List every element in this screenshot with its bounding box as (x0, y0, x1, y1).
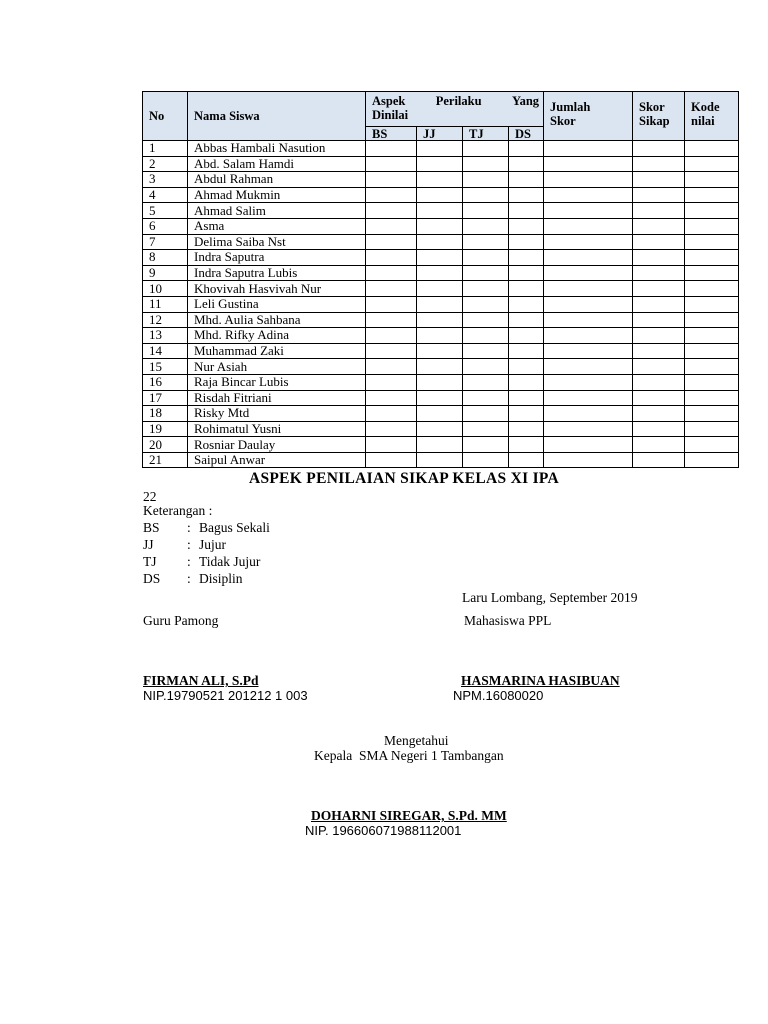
skor-sikap-cell (633, 265, 685, 281)
kepala-sekolah-nip: NIP. 196606071988112001 (305, 823, 462, 838)
jumlah-skor-cell (544, 359, 633, 375)
legend-item-bs: BS : Bagus Sekali (143, 520, 270, 535)
score-jj-cell (417, 452, 463, 468)
score-jj-cell (417, 343, 463, 359)
guru-pamong-name: FIRMAN ALI, S.Pd (143, 673, 259, 688)
header-tj: TJ (463, 127, 509, 141)
skor-sikap-cell (633, 250, 685, 266)
table-row (143, 281, 739, 297)
score-tj-cell (463, 250, 509, 266)
score-ds-cell (509, 250, 544, 266)
score-jj-cell (417, 218, 463, 234)
guru-pamong-nip: NIP.19790521 201212 1 003 (143, 688, 308, 703)
header-bs: BS (366, 127, 417, 141)
row-number: 19 (143, 421, 188, 437)
student-name: Saipul Anwar (188, 452, 366, 468)
table-body (143, 141, 739, 468)
header-nama-siswa: Nama Siswa (188, 92, 366, 141)
row-number: 9 (143, 265, 188, 281)
score-ds-cell (509, 156, 544, 172)
table-row (143, 187, 739, 203)
table-row (143, 390, 739, 406)
score-bs-cell (366, 203, 417, 219)
document-title: ASPEK PENILAIAN SIKAP KELAS XI IPA (248, 470, 560, 487)
row-number: 11 (143, 296, 188, 312)
kode-nilai-cell (685, 421, 739, 437)
score-tj-cell (463, 452, 509, 468)
score-bs-cell (366, 421, 417, 437)
score-ds-cell (509, 421, 544, 437)
kode-nilai-cell (685, 406, 739, 422)
legend-desc: Jujur (199, 537, 226, 552)
table-row (143, 296, 739, 312)
header-aspek-perilaku (366, 92, 544, 127)
score-ds-cell (509, 343, 544, 359)
kode-nilai-cell (685, 156, 739, 172)
score-tj-cell (463, 172, 509, 188)
table-row (143, 265, 739, 281)
mahasiswa-name: HASMARINA HASIBUAN (461, 673, 620, 688)
kode-nilai-cell (685, 437, 739, 453)
header-aspek-line2: Dinilai (372, 108, 409, 122)
score-jj-cell (417, 374, 463, 390)
skor-sikap-cell (633, 421, 685, 437)
kode-nilai-cell (685, 281, 739, 297)
kode-nilai-cell (685, 234, 739, 250)
student-name: Risdah Fitriani (188, 390, 366, 406)
legend-item-tj: TJ : Tidak Jujur (143, 554, 261, 569)
score-bs-cell (366, 374, 417, 390)
score-bs-cell (366, 390, 417, 406)
student-name: Khovivah Hasvivah Nur (188, 281, 366, 297)
score-tj-cell (463, 296, 509, 312)
skor-sikap-cell (633, 156, 685, 172)
skor-sikap-cell (633, 203, 685, 219)
jumlah-skor-cell (544, 421, 633, 437)
score-tj-cell (463, 281, 509, 297)
skor-sikap-cell (633, 234, 685, 250)
header-jumlah-line2: Skor (550, 114, 576, 128)
jumlah-skor-cell (544, 312, 633, 328)
kode-nilai-cell (685, 374, 739, 390)
row-number: 2 (143, 156, 188, 172)
kode-nilai-cell (685, 296, 739, 312)
score-bs-cell (366, 187, 417, 203)
row-number: 13 (143, 328, 188, 344)
jumlah-skor-cell (544, 265, 633, 281)
row-number: 20 (143, 437, 188, 453)
score-jj-cell (417, 328, 463, 344)
score-jj-cell (417, 234, 463, 250)
jumlah-skor-cell (544, 374, 633, 390)
table-row (143, 250, 739, 266)
skor-sikap-cell (633, 359, 685, 375)
student-name: Rohimatul Yusni (188, 421, 366, 437)
skor-sikap-cell (633, 172, 685, 188)
legend-item-jj: JJ : Jujur (143, 537, 226, 552)
score-ds-cell (509, 203, 544, 219)
skor-sikap-cell (633, 452, 685, 468)
score-jj-cell (417, 359, 463, 375)
legend-desc: Disiplin (199, 571, 243, 586)
score-ds-cell (509, 141, 544, 157)
row-number: 6 (143, 218, 188, 234)
student-name: Mhd. Aulia Sahbana (188, 312, 366, 328)
student-name: Abbas Hambali Nasution (188, 141, 366, 157)
score-ds-cell (509, 374, 544, 390)
student-name: Risky Mtd (188, 406, 366, 422)
row-number: 15 (143, 359, 188, 375)
header-kode-nilai (685, 92, 739, 141)
table-row (143, 452, 739, 468)
kode-nilai-cell (685, 312, 739, 328)
student-name: Abd. Salam Hamdi (188, 156, 366, 172)
table-row (143, 328, 739, 344)
jumlah-skor-cell (544, 281, 633, 297)
row-number: 14 (143, 343, 188, 359)
score-ds-cell (509, 390, 544, 406)
header-jumlah-skor (544, 92, 633, 141)
legend-code: BS (143, 520, 160, 535)
score-bs-cell (366, 141, 417, 157)
score-ds-cell (509, 187, 544, 203)
score-tj-cell (463, 359, 509, 375)
kode-nilai-cell (685, 359, 739, 375)
score-tj-cell (463, 218, 509, 234)
legend-code: JJ (143, 537, 154, 552)
jumlah-skor-cell (544, 234, 633, 250)
student-name: Nur Asiah (188, 359, 366, 375)
score-jj-cell (417, 406, 463, 422)
skor-sikap-cell (633, 406, 685, 422)
header-aspek-word2: Perilaku (435, 94, 482, 108)
jumlah-skor-cell (544, 203, 633, 219)
score-bs-cell (366, 250, 417, 266)
kode-nilai-cell (685, 203, 739, 219)
score-jj-cell (417, 437, 463, 453)
score-bs-cell (366, 312, 417, 328)
score-jj-cell (417, 250, 463, 266)
table-row (143, 359, 739, 375)
row-number: 18 (143, 406, 188, 422)
skor-sikap-cell (633, 343, 685, 359)
jumlah-skor-cell (544, 390, 633, 406)
legend-code: TJ (143, 554, 157, 569)
score-ds-cell (509, 312, 544, 328)
score-bs-cell (366, 281, 417, 297)
jumlah-skor-cell (544, 218, 633, 234)
row-number: 10 (143, 281, 188, 297)
score-jj-cell (417, 172, 463, 188)
score-jj-cell (417, 390, 463, 406)
score-jj-cell (417, 141, 463, 157)
row-number: 8 (143, 250, 188, 266)
score-bs-cell (366, 218, 417, 234)
score-ds-cell (509, 437, 544, 453)
kode-nilai-cell (685, 250, 739, 266)
score-bs-cell (366, 343, 417, 359)
legend-item-ds: DS : Disiplin (143, 571, 243, 586)
table-row (143, 234, 739, 250)
table-row (143, 374, 739, 390)
kode-nilai-cell (685, 187, 739, 203)
header-ds: DS (509, 127, 544, 141)
score-tj-cell (463, 187, 509, 203)
legend-code: DS (143, 571, 161, 586)
table-row (143, 406, 739, 422)
row-number: 1 (143, 141, 188, 157)
student-name: Mhd. Rifky Adina (188, 328, 366, 344)
skor-sikap-cell (633, 281, 685, 297)
score-bs-cell (366, 359, 417, 375)
score-jj-cell (417, 312, 463, 328)
attitude-score-table (142, 91, 739, 468)
row-number: 12 (143, 312, 188, 328)
score-tj-cell (463, 343, 509, 359)
score-tj-cell (463, 156, 509, 172)
place-date: Laru Lombang, September 2019 (462, 590, 638, 605)
student-name: Raja Bincar Lubis (188, 374, 366, 390)
table-row (143, 437, 739, 453)
legend-desc: Bagus Sekali (199, 520, 270, 535)
table-row (143, 172, 739, 188)
score-tj-cell (463, 141, 509, 157)
jumlah-skor-cell (544, 156, 633, 172)
header-kode-line2: nilai (691, 114, 715, 128)
table-row (143, 141, 739, 157)
score-jj-cell (417, 421, 463, 437)
guru-pamong-label: Guru Pamong (143, 613, 219, 628)
header-skor-line2: Sikap (639, 114, 670, 128)
header-aspek-word3: Yang (511, 94, 540, 108)
skor-sikap-cell (633, 296, 685, 312)
skor-sikap-cell (633, 390, 685, 406)
score-tj-cell (463, 390, 509, 406)
score-bs-cell (366, 296, 417, 312)
kode-nilai-cell (685, 343, 739, 359)
student-name: Ahmad Mukmin (188, 187, 366, 203)
mahasiswa-ppl-label: Mahasiswa PPL (464, 613, 552, 628)
skor-sikap-cell (633, 374, 685, 390)
kepala-sekolah-name: DOHARNI SIREGAR, S.Pd. MM (311, 808, 507, 823)
kode-nilai-cell (685, 328, 739, 344)
student-name: Asma (188, 218, 366, 234)
table-row (143, 312, 739, 328)
score-jj-cell (417, 203, 463, 219)
student-name: Indra Saputra (188, 250, 366, 266)
student-name: Indra Saputra Lubis (188, 265, 366, 281)
score-ds-cell (509, 234, 544, 250)
table-row (143, 421, 739, 437)
header-skor-line1: Skor (639, 100, 665, 114)
score-ds-cell (509, 172, 544, 188)
row-number: 7 (143, 234, 188, 250)
score-tj-cell (463, 234, 509, 250)
row-number: 21 (143, 452, 188, 468)
kode-nilai-cell (685, 452, 739, 468)
score-jj-cell (417, 281, 463, 297)
header-jj: JJ (417, 127, 463, 141)
score-tj-cell (463, 406, 509, 422)
kode-nilai-cell (685, 218, 739, 234)
student-name: Leli Gustina (188, 296, 366, 312)
student-name: Delima Saiba Nst (188, 234, 366, 250)
jumlah-skor-cell (544, 141, 633, 157)
stray-number: 22 (143, 489, 157, 504)
row-number: 5 (143, 203, 188, 219)
table-row (143, 156, 739, 172)
keterangan-label: Keterangan : (143, 503, 213, 518)
score-bs-cell (366, 172, 417, 188)
score-ds-cell (509, 296, 544, 312)
jumlah-skor-cell (544, 437, 633, 453)
mengetahui-label: Mengetahui (384, 733, 449, 748)
kode-nilai-cell (685, 265, 739, 281)
kepala-sekolah-label: Kepala SMA Negeri 1 Tambangan (314, 748, 504, 763)
score-jj-cell (417, 296, 463, 312)
skor-sikap-cell (633, 437, 685, 453)
score-ds-cell (509, 281, 544, 297)
score-tj-cell (463, 265, 509, 281)
student-name: Ahmad Salim (188, 203, 366, 219)
table-row (143, 218, 739, 234)
table-row (143, 203, 739, 219)
skor-sikap-cell (633, 312, 685, 328)
skor-sikap-cell (633, 187, 685, 203)
jumlah-skor-cell (544, 406, 633, 422)
jumlah-skor-cell (544, 250, 633, 266)
jumlah-skor-cell (544, 343, 633, 359)
legend-desc: Tidak Jujur (199, 554, 261, 569)
score-tj-cell (463, 421, 509, 437)
score-bs-cell (366, 437, 417, 453)
row-number: 17 (143, 390, 188, 406)
table-row (143, 343, 739, 359)
score-ds-cell (509, 328, 544, 344)
row-number: 4 (143, 187, 188, 203)
mahasiswa-npm: NPM.16080020 (453, 688, 544, 703)
score-bs-cell (366, 234, 417, 250)
score-ds-cell (509, 406, 544, 422)
jumlah-skor-cell (544, 328, 633, 344)
score-bs-cell (366, 406, 417, 422)
score-bs-cell (366, 452, 417, 468)
score-tj-cell (463, 374, 509, 390)
student-name: Muhammad Zaki (188, 343, 366, 359)
score-bs-cell (366, 328, 417, 344)
jumlah-skor-cell (544, 172, 633, 188)
skor-sikap-cell (633, 328, 685, 344)
score-tj-cell (463, 203, 509, 219)
skor-sikap-cell (633, 141, 685, 157)
score-ds-cell (509, 359, 544, 375)
score-ds-cell (509, 265, 544, 281)
score-tj-cell (463, 312, 509, 328)
score-tj-cell (463, 437, 509, 453)
jumlah-skor-cell (544, 187, 633, 203)
score-tj-cell (463, 328, 509, 344)
score-jj-cell (417, 265, 463, 281)
score-ds-cell (509, 452, 544, 468)
student-name: Abdul Rahman (188, 172, 366, 188)
score-ds-cell (509, 218, 544, 234)
skor-sikap-cell (633, 218, 685, 234)
score-jj-cell (417, 187, 463, 203)
header-kode-line1: Kode (691, 100, 720, 114)
row-number: 16 (143, 374, 188, 390)
score-bs-cell (366, 265, 417, 281)
score-bs-cell (366, 156, 417, 172)
header-jumlah-line1: Jumlah (550, 100, 591, 114)
jumlah-skor-cell (544, 296, 633, 312)
jumlah-skor-cell (544, 452, 633, 468)
kode-nilai-cell (685, 390, 739, 406)
header-no: No (143, 92, 188, 141)
header-aspek-word1: Aspek (372, 94, 406, 108)
row-number: 3 (143, 172, 188, 188)
kode-nilai-cell (685, 172, 739, 188)
kode-nilai-cell (685, 141, 739, 157)
score-jj-cell (417, 156, 463, 172)
header-skor-sikap (633, 92, 685, 141)
student-name: Rosniar Daulay (188, 437, 366, 453)
